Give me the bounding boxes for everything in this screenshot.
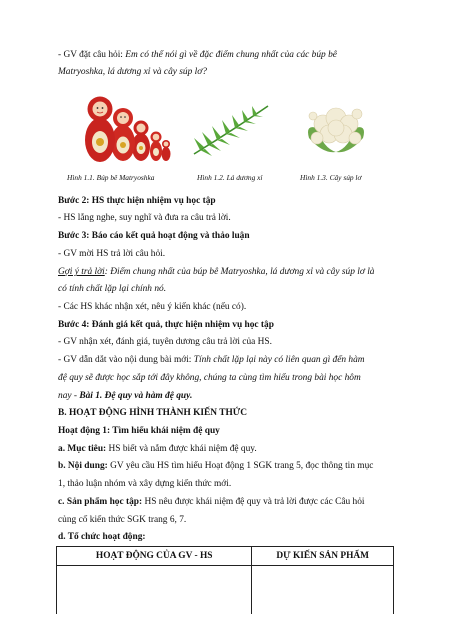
content-text: GV yêu cầu HS tìm hiểu Hoạt động 1 SGK trang 5, đọc thông tin mục [107, 461, 374, 471]
activity1-content-2: 1, thảo luận nhóm và xây dựng kiến thức mới. [58, 479, 232, 489]
table-header-row [57, 547, 394, 566]
step3-line-2: - Các HS khác nhận xét, nêu ý kiến khác (nếu có). [58, 302, 247, 312]
table-row [57, 566, 394, 615]
figure-caption-1: Hình 1.1. Búp bê Matryoshka [67, 173, 155, 182]
activity1-content-1 [58, 460, 398, 472]
step3-heading: Bước 3: Báo cáo kết quả hoạt động và thảo luận [58, 231, 250, 241]
activity-table [56, 546, 394, 614]
lesson-title: Bài 1. Đệ quy và hàm đệ quy. [79, 391, 193, 401]
section-b-heading: B. HOẠT ĐỘNG HÌNH THÀNH KIẾN THỨC [58, 408, 248, 418]
step4-line-1: - GV nhận xét, đánh giá, tuyên dương câu trả lời của HS. [58, 337, 272, 347]
answer-hint-label: Gợi ý trả lời [58, 267, 105, 277]
table-cell [57, 566, 252, 615]
activity1-goal [58, 443, 398, 455]
table-header-teacher-student: HOẠT ĐỘNG CỦA GV - HS [57, 547, 252, 566]
answer-hint-line-1 [58, 266, 398, 278]
step2-line: - HS lắng nghe, suy nghĩ và đưa ra câu trả lời. [58, 213, 231, 223]
matryoshka-doll-large [111, 108, 135, 161]
figure-caption-2: Hình 1.2. Lá dương xỉ [197, 173, 263, 182]
activity1-organization: d. Tổ chức hoạt động: [58, 532, 146, 542]
step4-heading: Bước 4: Đánh giá kết quả, thực hiện nhiệm vụ học tập [58, 320, 274, 330]
intro-line-1 [58, 49, 398, 61]
cauliflower-florets [309, 108, 362, 144]
activity1-product-1 [58, 496, 398, 508]
step4-line-3: đệ quy sẽ được học sắp tới đây không, chúng ta cùng tìm hiểu trong bài học hôm [58, 373, 361, 383]
cauliflower-image [303, 98, 369, 162]
product-label: c. Sản phẩm học tập: [58, 497, 143, 507]
activity1-heading: Hoạt động 1: Tìm hiểu khái niệm đệ quy [58, 426, 220, 436]
fern-leaf-image [190, 102, 272, 158]
intro-question: Em có thể nói gì về đặc điểm chung nhất của các búp bê [125, 50, 337, 60]
figure-caption-3: Hình 1.3. Cây súp lơ [300, 173, 362, 182]
step4-line-2-lead: - GV dẫn dắt vào nội dung bài mới: [58, 355, 194, 365]
goal-label: a. Mục tiêu: [58, 444, 107, 454]
step3-line-1: - GV mời HS trả lời câu hỏi. [58, 249, 166, 259]
matryoshka-doll-small [162, 140, 171, 161]
intro-line-2: Matryoshka, lá dương xỉ và cây súp lơ? [58, 67, 207, 77]
content-label: b. Nội dung: [58, 461, 108, 471]
goal-text: HS biết và nắm được khái niệm đệ quy. [106, 444, 257, 454]
table-header-expected-product: DỰ KIẾN SẢN PHẨM [252, 547, 394, 566]
step4-line-4-lead: nay - [58, 391, 80, 401]
answer-hint-text: : Điểm chung nhất của búp bê Matryoshka, lá dương xỉ và cây súp lơ là [104, 267, 375, 277]
step2-heading: Bước 2: HS thực hiện nhiệm vụ học tập [58, 196, 216, 206]
activity1-product-2: củng cố kiến thức SGK trang 6, 7. [58, 515, 187, 525]
table-cell [252, 566, 394, 615]
product-text: HS nêu được khái niệm đệ quy và trả lời được các Câu hỏi [142, 497, 365, 507]
intro-lead: - GV đặt câu hỏi: [58, 50, 126, 60]
matryoshka-dolls-image [76, 92, 172, 164]
step4-line-2 [58, 354, 398, 366]
answer-hint-line-2: có tính chất lặp lại chính nó. [58, 284, 167, 294]
matryoshka-doll-largest [85, 97, 115, 163]
matryoshka-doll-small-2 [150, 132, 162, 162]
step4-line-2-italic: Tính chất lặp lại này có liên quan gì đến hàm [193, 355, 365, 365]
step4-line-4 [58, 390, 398, 402]
